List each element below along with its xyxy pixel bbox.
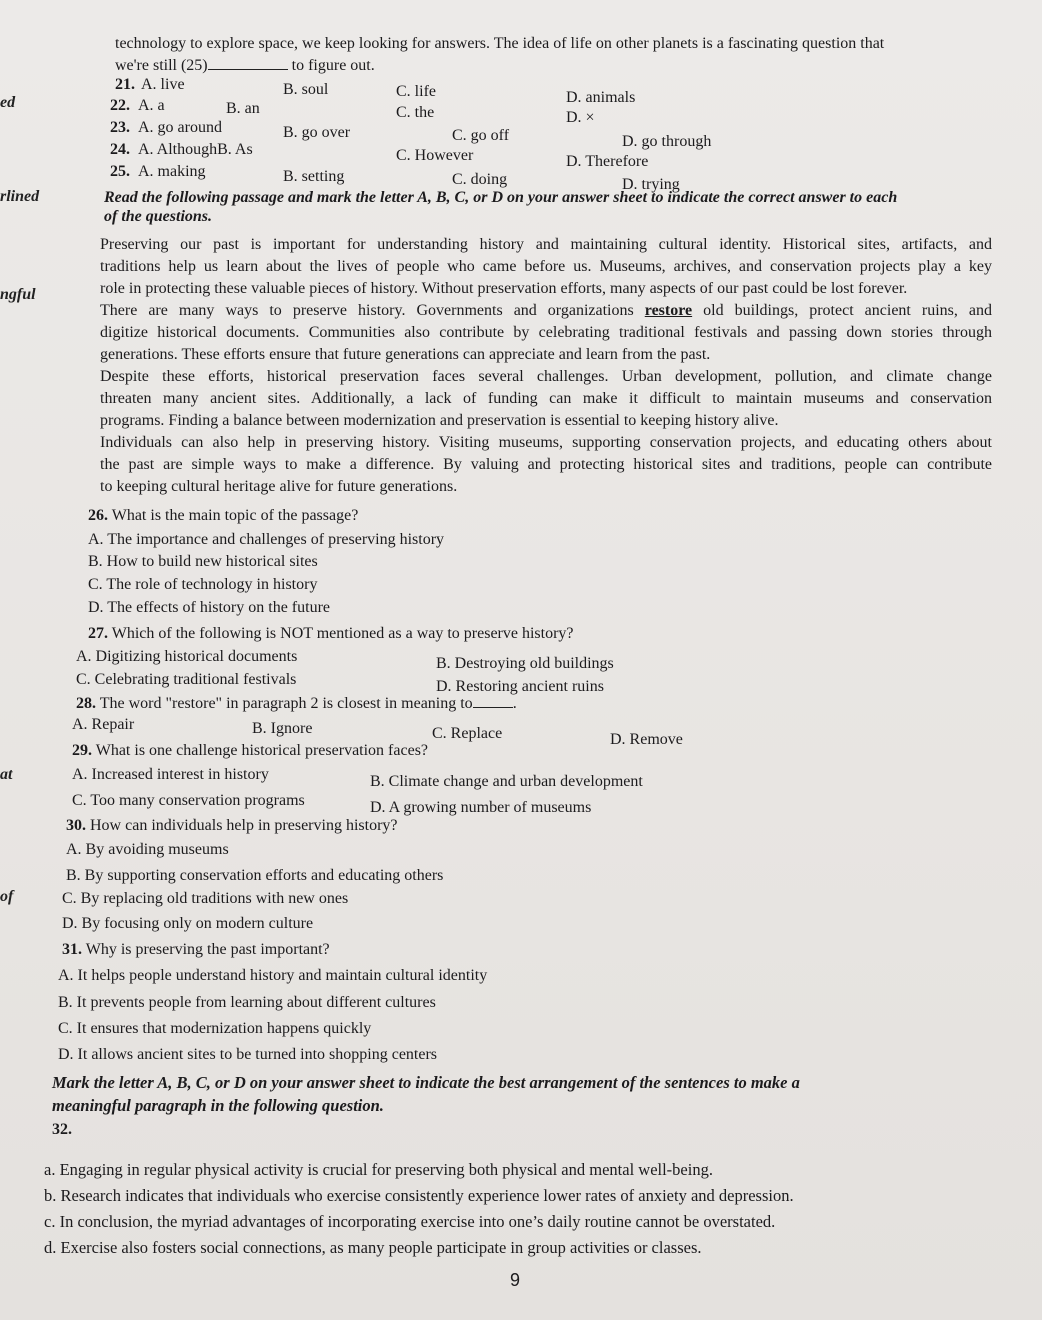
option-c: C. doing xyxy=(452,171,508,188)
option-c: C. Replace xyxy=(432,725,503,742)
option-b: B. Ignore xyxy=(252,720,313,737)
sentence-d: d. Exercise also fosters social connections, as many people participate in group activities or classes. xyxy=(44,1238,702,1257)
margin-word: at xyxy=(0,766,13,783)
passage-paragraph-2: There are many ways to preserve history. Governments and organizations restore old buildings, protect ancient ruins, and digitize historical documents. Communities also contribute by celebrating traditional festivals and passing down stories through generations. These efforts ensure that future generations can appreciate and learn from the past. xyxy=(100,302,993,363)
option-b: B. an xyxy=(226,100,260,117)
option-c: C. However xyxy=(396,147,474,164)
instruction-arrangement-line-1: Mark the letter A, B, C, or D on your answer sheet to indicate the best arrangement of the sentences to make a xyxy=(52,1073,800,1092)
option-c: C. By replacing old traditions with new ones xyxy=(62,890,349,907)
sentence-c: c. In conclusion, the myriad advantages of incorporating exercise into one’s daily routine cannot be overstated. xyxy=(44,1212,776,1231)
option-a: A. The importance and challenges of preserving history xyxy=(88,531,445,548)
option-a-b: A. AlthoughB. As xyxy=(138,141,253,158)
option-a: A. By avoiding museums xyxy=(66,841,229,858)
worksheet-page: technology to explore space, we keep looking for answers. The idea of life on other planets is a fascinating question that we're still (25) to figure out. ed rlined ngful at of 21. A. live B. soul C. life D. animals 22. A. a B. an C. the D. × 23. A. go around B. go over C. go off D. go through 24. A. AlthoughB. As C. However D. Therefore 25. A. making B. setting C. doing D. trying Read the following passage and mark the letter A, B, C, or D on your answer sheet to indicate the correct answer to each of the questions. Preserving our past is important for understanding history and maintaining cultural identity. Historical sites, artifacts, and traditions help us learn about the lives of people who came before us. Museums, archives, and conservation projects play a key role in protecting these valuable pieces of history. Without preservation efforts, many aspects of our past could be lost forever. There are many ways to preserve history. Governments and organizations restore old buildings, protect ancient ruins, and digitize historical documents. Communities also contribute by celebrating traditional festivals and passing down stories through generations. These efforts ensure that future generations can appreciate and learn from the past. Despite these efforts, historical preservation faces several challenges. Urban development, pollution, and climate change threaten many ancient sites. Additionally, a lack of funding can make it difficult to maintain museums and conservation programs. Finding a balance between modernization and preservation is essential to keeping history alive. Individuals can also help in preserving history. Visiting museums, supporting conservation projects, and educating others about the past are simple ways to make a difference. By valuing and protecting historical sites and traditions, people can contribute to keeping cultural heritage alive for future generations. 26. What is the main topic of the passage? A. The importance and challenges of preserving history B. How to build new historical sites C. The role of technology in history D. The effects of history on the future 27. Which of the following is NOT mentioned as a way to preserve history? A. Digitizing historical documents B. Destroying old buildings C. Celebrating traditional festivals D. Restoring ancient ruins 28. The word "restore" in paragraph 2 is closest in meaning to . A. Repair B. Ignore C. Replace D. Remove 29. What is one challenge historical preservation faces? A. Increased interest in history B. Climate change and urban development C. Too many conservation programs D. A growing number of museums 30. How can individuals help in preserving history? A. By avoiding museums B. By supporting conservation efforts and educating others C. By replacing old traditions with new ones D. By focusing only on modern culture 31. Why is preserving the past important? A. It helps people understand history and maintain cultural identity B. It prevents people from learning about different cultures C. It ensures that modernization happens quickly D. It allows ancient sites to be turned into shopping centers Mark the letter A, B, C, or D on your answer sheet to indicate the best arrangement of the sentences to make a meaningful paragraph in the following question. 32. a. Engaging in regular physical activity is crucial for preserving both physical and mental well-being. b. Research indicates that individuals who exercise consistently experience lower rates of anxiety and depression. c. In conclusion, the myriad advantages of incorporating exercise into one’s daily routine cannot be overstated. d. Exercise also fosters social connections, as many people participate in group activities or classes. 9 xyxy=(0,0,1042,1320)
option-a: A. Increased interest in history xyxy=(72,766,269,783)
option-d: D. × xyxy=(566,109,595,126)
option-b: B. soul xyxy=(283,81,329,98)
instruction-arrangement-line-2: meaningful paragraph in the following question. xyxy=(52,1096,384,1115)
option-d: D. The effects of history on the future xyxy=(88,599,331,616)
option-d: D. Restoring ancient ruins xyxy=(436,678,604,695)
option-a: A. go around xyxy=(138,119,222,136)
option-d: D. trying xyxy=(622,176,680,193)
sentence-a: a. Engaging in regular physical activity is crucial for preserving both physical and mental well-being. xyxy=(44,1160,713,1179)
option-b: B. How to build new historical sites xyxy=(88,553,318,570)
passage-paragraph-3: Despite these efforts, historical preservation faces several challenges. Urban development, pollution, and climate change threaten many ancient sites. Additionally, a lack of funding can make it difficult to maintain museums and conservation programs. Finding a balance between modernization and preservation is essential to keeping history alive. xyxy=(100,368,992,429)
margin-word: ngful xyxy=(0,286,36,303)
option-b: B. go over xyxy=(283,124,351,141)
passage-paragraph-4: Individuals can also help in preserving history. Visiting museums, supporting conservation projects, and educating others about the past are simple ways to make a difference. By valuing and protecting historical sites and traditions, people can contribute to keeping cultural heritage alive for future generations. xyxy=(100,434,992,495)
option-c: C. The role of technology in history xyxy=(88,576,318,593)
option-c: C. It ensures that modernization happens quickly xyxy=(58,1020,372,1037)
option-a: A. making xyxy=(138,163,206,180)
option-c: C. go off xyxy=(452,127,510,144)
keyword-restore: restore xyxy=(644,302,693,319)
option-d: D. go through xyxy=(622,133,712,150)
option-a: A. It helps people understand history and maintain cultural identity xyxy=(58,967,488,984)
option-b: B. Destroying old buildings xyxy=(436,655,614,672)
passage-paragraph-1: Preserving our past is important for understanding history and maintaining cultural identity. Historical sites, artifacts, and traditions help us learn about the lives of people who came before us. Museums, archives, and conservation projects play a key role in protecting these valuable pieces of history. Without preservation efforts, many aspects of our past could be lost forever. xyxy=(100,236,992,297)
option-d: D. Remove xyxy=(610,731,683,748)
option-c: C. the xyxy=(396,104,435,121)
margin-word: ed xyxy=(0,94,16,111)
blank-28 xyxy=(473,693,513,708)
option-d: D. animals xyxy=(566,89,636,106)
option-c: C. Too many conservation programs xyxy=(72,792,305,809)
intro-line-2: we're still (25) to figure out. xyxy=(115,57,375,74)
option-b: B. It prevents people from learning about different cultures xyxy=(58,994,436,1011)
option-b: B. By supporting conservation efforts and educating others xyxy=(66,867,444,884)
instruction-reading-line-2: of the questions. xyxy=(104,208,213,225)
option-c: C. life xyxy=(396,83,436,100)
margin-word: rlined xyxy=(0,188,40,205)
blank-25 xyxy=(208,55,288,70)
option-d: D. Therefore xyxy=(566,153,649,170)
option-a: A. Digitizing historical documents xyxy=(76,648,298,665)
option-d: D. By focusing only on modern culture xyxy=(62,915,314,932)
option-b: B. setting xyxy=(283,168,345,185)
option-a: A. a xyxy=(138,97,165,114)
option-d: D. A growing number of museums xyxy=(370,799,592,816)
option-c: C. Celebrating traditional festivals xyxy=(76,671,297,688)
option-d: D. It allows ancient sites to be turned into shopping centers xyxy=(58,1046,438,1063)
sentence-b: b. Research indicates that individuals who exercise consistently experience lower rates of anxiety and depression. xyxy=(44,1186,794,1205)
option-a: A. live xyxy=(141,76,185,93)
instruction-reading-line-1: Read the following passage and mark the letter A, B, C, or D on your answer sheet to indicate the correct answer to each xyxy=(104,189,898,206)
option-b: B. Climate change and urban development xyxy=(370,773,643,790)
page-number: 9 xyxy=(510,1270,521,1290)
intro-line-1: technology to explore space, we keep looking for answers. The idea of life on other planets is a fascinating question that xyxy=(115,35,885,52)
option-a: A. Repair xyxy=(72,716,135,733)
margin-word: of xyxy=(0,888,14,905)
